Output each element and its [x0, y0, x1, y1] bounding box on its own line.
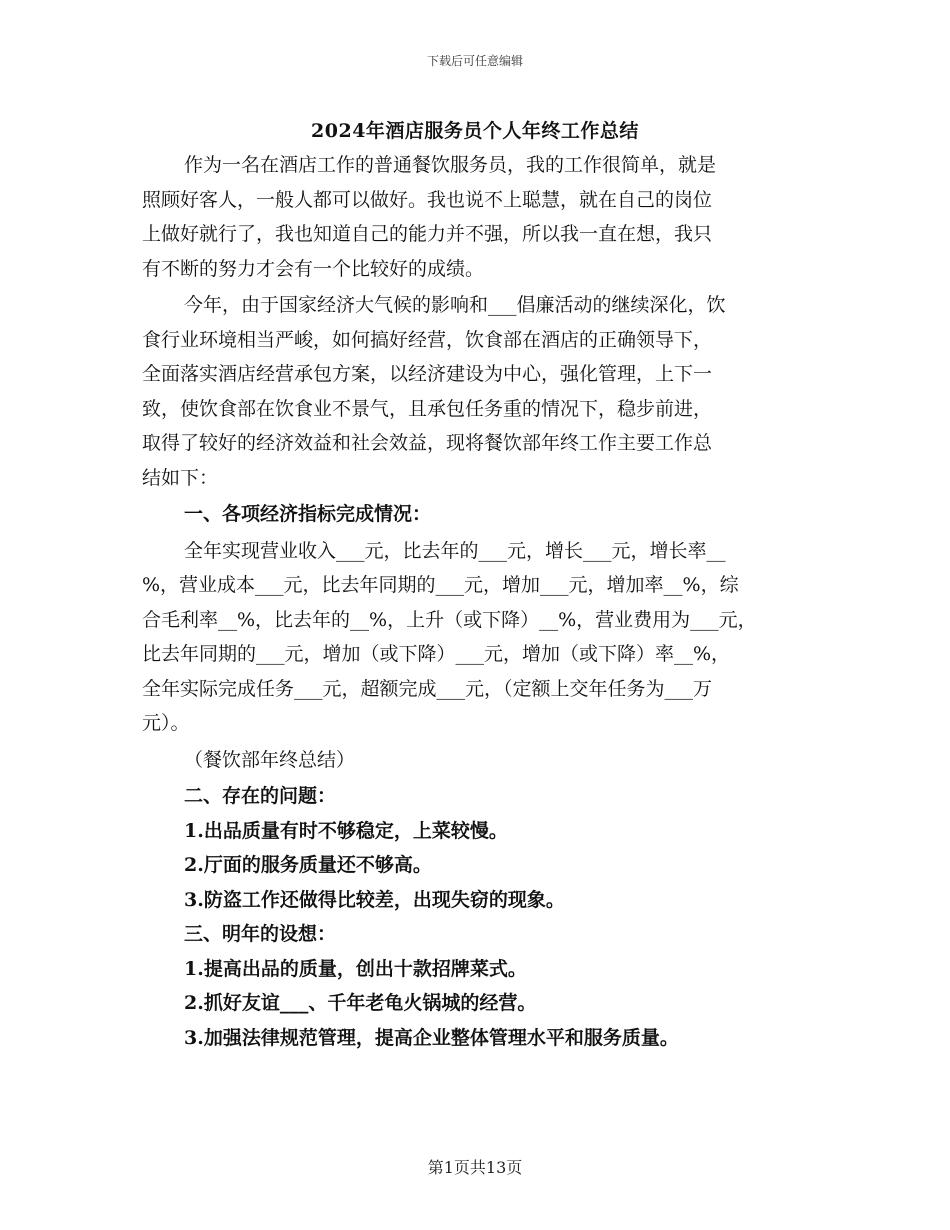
text-line: 有不断的努力才会有一个比较好的成绩。 [142, 257, 485, 280]
text-line: 今年，由于国家经济大气候的影响和___倡廉活动的继续深化，饮 [184, 294, 726, 316]
text-line: 元）。 [142, 712, 190, 734]
text-line: 比去年同期的___元，增加（或下降）___元，增加（或下降）率__%， [142, 643, 731, 665]
list-item: 3.加强法律规范管理，提高企业整体管理水平和服务质量。 [184, 1026, 679, 1049]
list-item: 2.抓好友谊___、千年老龟火锅城的经营。 [184, 992, 537, 1014]
text-line: 食行业环境相当严峻，如何搞好经营，饮食部在酒店的正确领导下， [142, 328, 713, 351]
note-line: （餐饮部年终总结） [184, 748, 356, 771]
page-header-note: 下载后可任意编辑 [426, 54, 523, 68]
text-line: 作为一名在酒店工作的普通餐饮服务员，我的工作很简单，就是 [184, 154, 717, 176]
list-item: 2.厅面的服务质量还不够高。 [184, 854, 432, 876]
text-line: 致，使饮食部在饮食业不景气，且承包任务重的情况下，稳步前进， [142, 397, 713, 420]
paragraph-indicators [142, 534, 810, 741]
list-item: 1.提高出品的质量，创出十款招牌菜式。 [184, 957, 527, 980]
paragraph-context [142, 288, 810, 495]
section-heading-problems: 二、存在的问题： [184, 785, 337, 807]
document-title: 2024年酒店服务员个人年终工作总结 [311, 120, 639, 142]
document-body [142, 148, 810, 1055]
paragraph-intro [142, 148, 810, 286]
list-item: 3.防盗工作还做得比较差，出现失窃的现象。 [184, 888, 565, 911]
list-item: 1.出品质量有时不够稳定，上菜较慢。 [184, 819, 508, 842]
text-line: 照顾好客人，一般人都可以做好。我也说不上聪慧，就在自己的岗位 [142, 188, 713, 211]
text-line: 上做好就行了，我也知道自己的能力并不强，所以我一直在想，我只 [142, 223, 713, 245]
text-line: %，营业成本___元，比去年同期的___元，增加___元，增加率__%，综 [142, 574, 739, 596]
section-heading-plans: 三、明年的设想： [184, 923, 337, 945]
text-line: 全年实际完成任务___元，超额完成___元，（定额上交年任务为___万 [142, 677, 713, 700]
text-line: 结如下： [142, 466, 219, 489]
text-line: 全面落实酒店经营承包方案，以经济建设为中心，强化管理，上下一 [142, 363, 713, 385]
text-line: 全年实现营业收入___元，比去年的___元，增长___元，增长率__ [184, 539, 726, 562]
section-heading-indicators: 一、各项经济指标完成情况： [184, 503, 432, 525]
text-line: 取得了较好的经济效益和社会效益，现将餐饮部年终工作主要工作总 [142, 432, 713, 454]
text-line: 合毛利率__%，比去年的__%，上升（或下降）__%，营业费用为___元， [142, 608, 757, 631]
page-number: 第1页共13页 [427, 1158, 523, 1177]
